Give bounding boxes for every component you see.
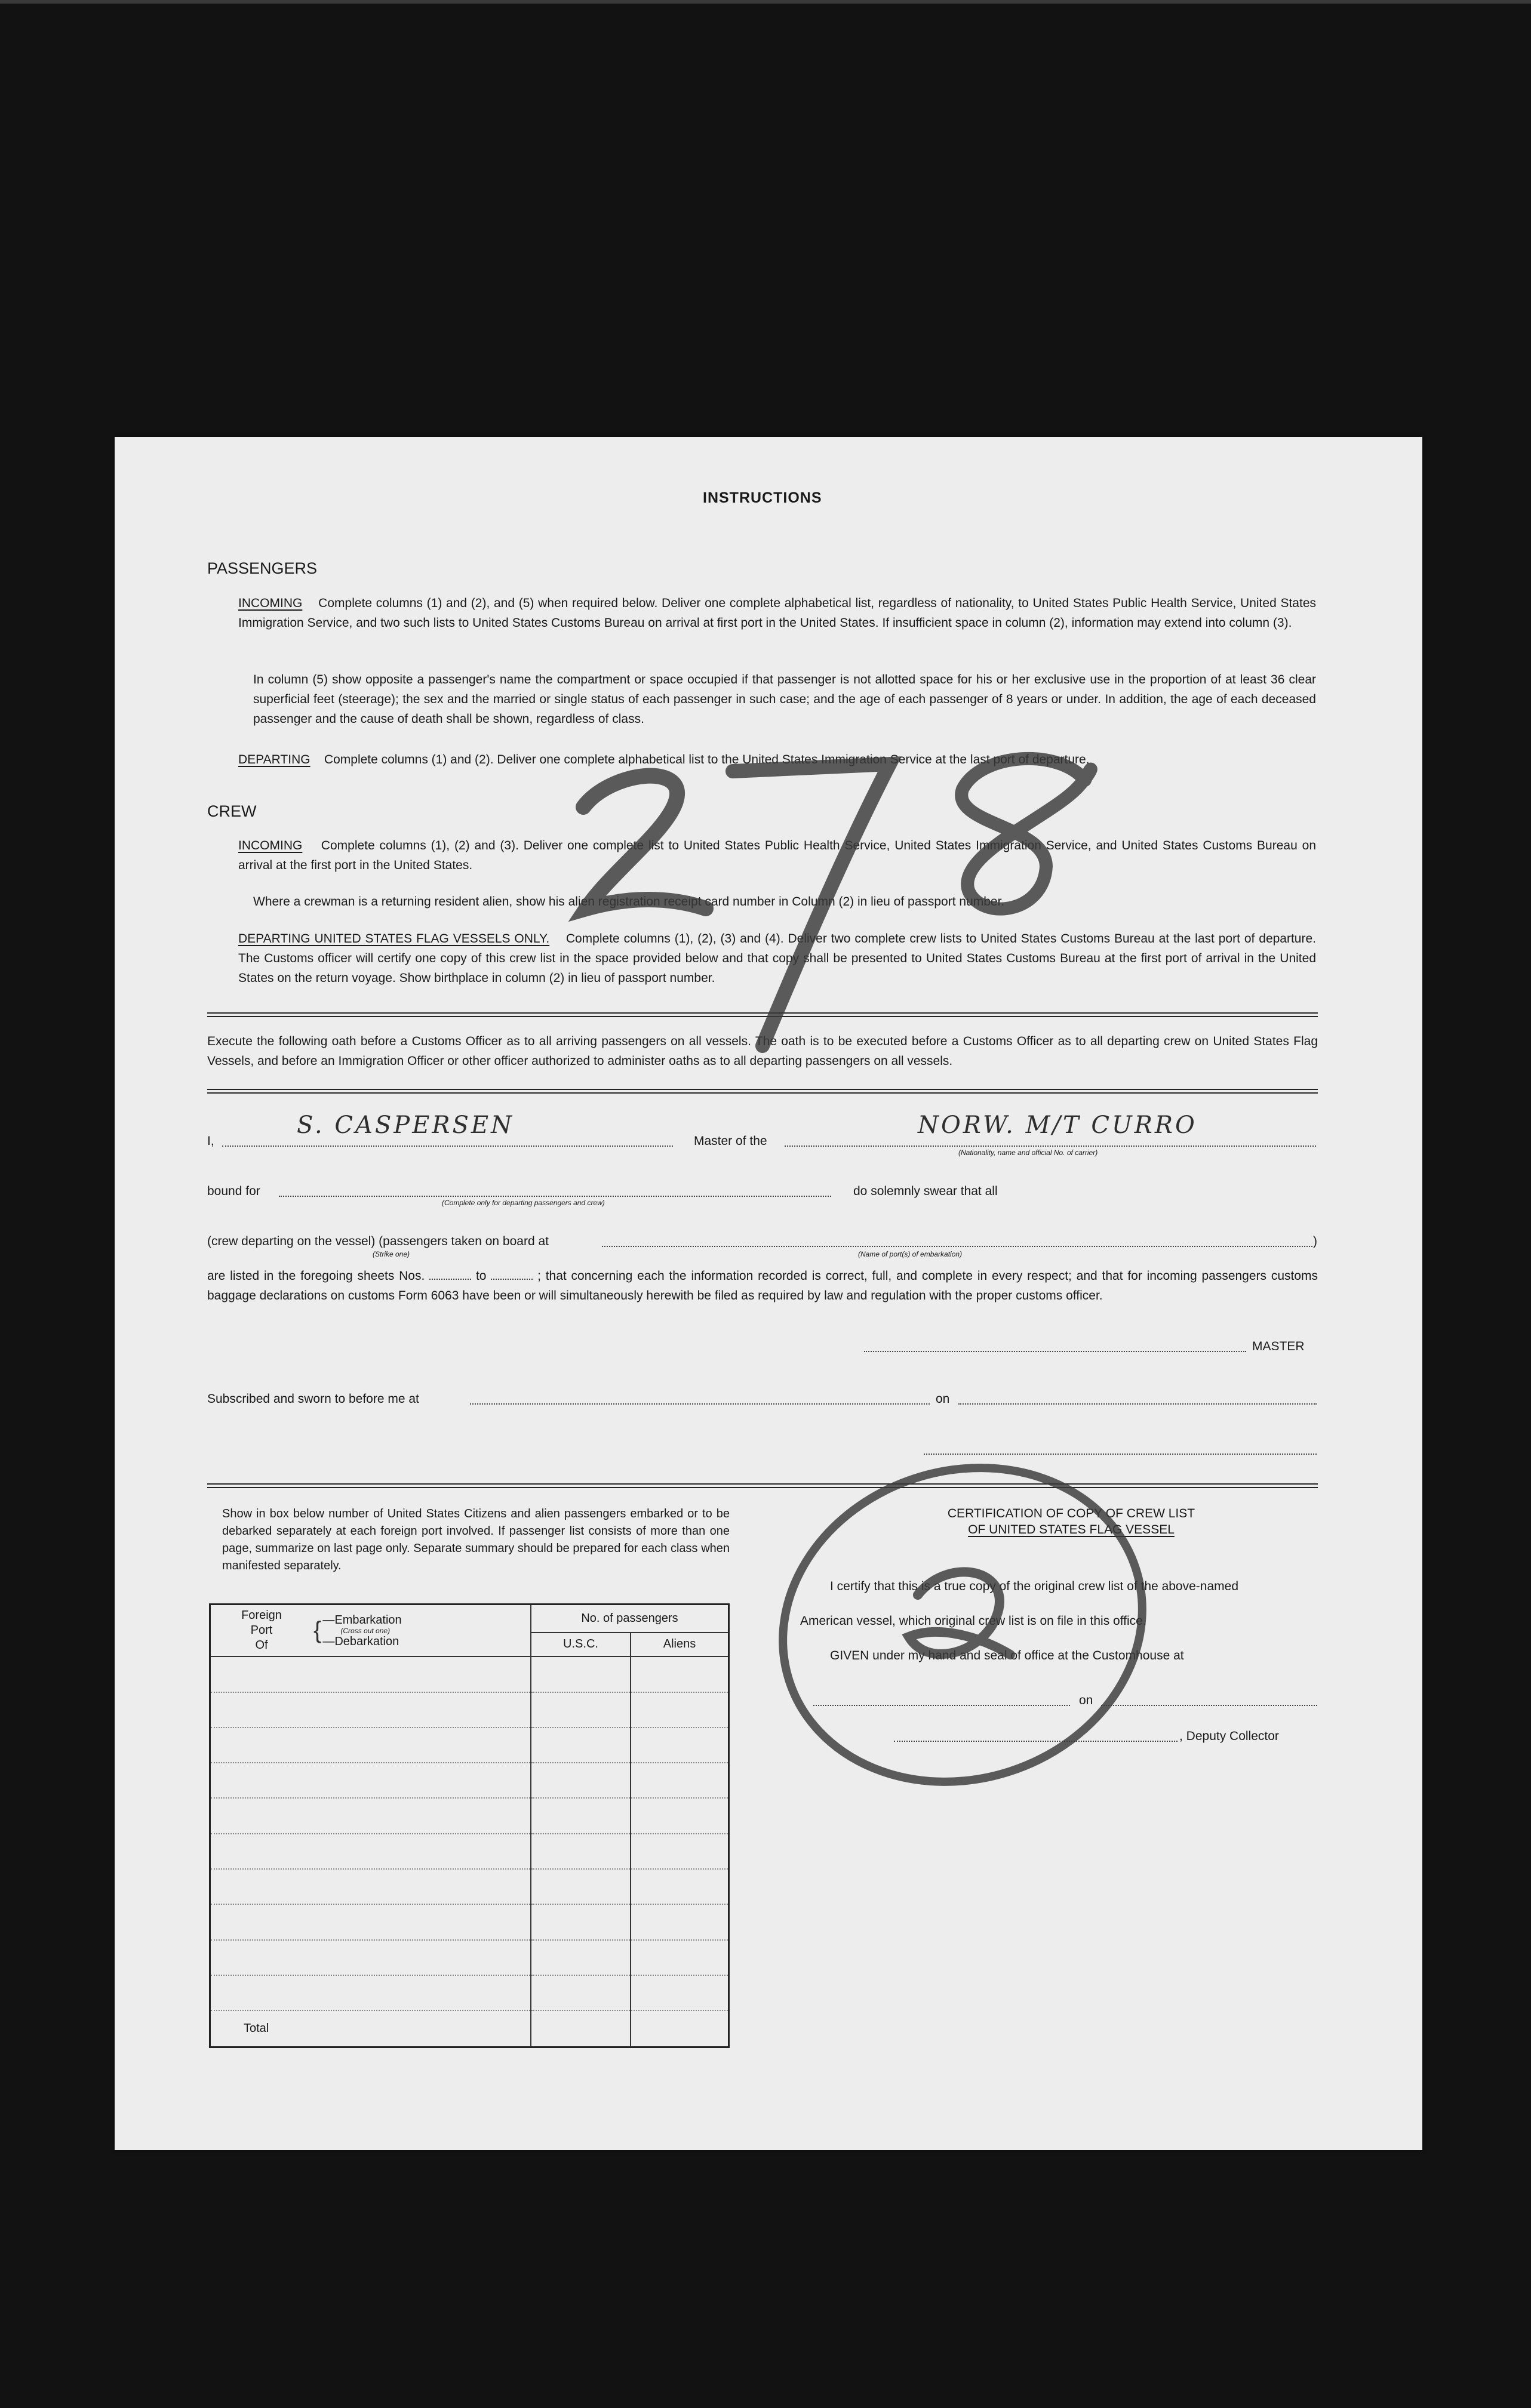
usc-header: U.S.C. xyxy=(531,1633,631,1657)
vessel-handwritten: NORW. M/T CURRO xyxy=(918,1111,1197,1139)
pencil-marks xyxy=(115,437,1422,2150)
foreign-label: Foreign xyxy=(241,1609,282,1622)
certify-line-1: I certify that this is a true copy of the original crew list of the above-named xyxy=(830,1579,1238,1593)
cross-out-caption: (Cross out one) xyxy=(340,1626,391,1635)
passengers-incoming-label: INCOMING xyxy=(238,596,303,610)
deputy-collector-label: , Deputy Collector xyxy=(1179,1729,1279,1743)
master-label: MASTER xyxy=(1252,1340,1305,1353)
crew-departing-label: DEPARTING UNITED STATES FLAG VESSELS ONLY. xyxy=(238,932,550,946)
passengers-incoming-text: Complete columns (1) and (2), and (5) when required below. Deliver one complete alphabetical list, regardless of nationality, to United States Public Health Service, United States Immigration Service, and two such lists to United States Customs Bureau on arrival at first port in the United States. If insufficient space in column (2), information may extend into column (3). xyxy=(238,596,1316,630)
summary-instructions: Show in box below number of United States Citizens and alien passengers embarked or to be debarked separately at each foreign port involved. If passenger list consists of more than one page, summarize on last page only. Separate summary should be prepared for each class when manifested separately. xyxy=(222,1507,730,1572)
ports-caption: (Name of port(s) of embarkation) xyxy=(858,1250,963,1258)
film-edge xyxy=(0,0,1531,4)
vessel-caption: (Nationality, name and official No. of carrier) xyxy=(958,1148,1098,1157)
handwritten-digit-8 xyxy=(961,759,1091,909)
crew-resident-paragraph: Where a crewman is a returning resident alien, show his alien registration receipt card number in Column (2) in lieu of passport number. xyxy=(253,895,1005,909)
certification-title-line-2: OF UNITED STATES FLAG VESSEL xyxy=(968,1523,1175,1536)
aliens-header: Aliens xyxy=(631,1633,729,1657)
handwritten-digit-7 xyxy=(733,764,890,1046)
subscribed-label: Subscribed and sworn to before me at xyxy=(207,1392,419,1406)
form-page xyxy=(115,437,1422,2150)
crew-heading: CREW xyxy=(207,802,257,820)
close-paren: ) xyxy=(1313,1234,1317,1248)
crew-incoming-label: INCOMING xyxy=(238,839,303,852)
passengers-departing-label: DEPARTING xyxy=(238,753,310,766)
subscribed-on-label: on xyxy=(936,1392,950,1406)
no-passengers-header: No. of passengers xyxy=(531,1605,729,1633)
to-text: to xyxy=(475,1269,487,1283)
oath-instructions: Execute the following oath before a Customs Officer as to all arriving passengers on all vessels. The oath is to be executed before a Customs Officer as to all departing crew on United States Flag Vessels, and before an Immigration Officer or other officer authorized to administer oaths as to all departing passengers on all vessels. xyxy=(207,1034,1318,1068)
brace-icon: { xyxy=(313,1617,322,1644)
passengers-heading: PASSENGERS xyxy=(207,559,318,577)
given-line: GIVEN under my hand and seal of office at the Customhouse at xyxy=(830,1649,1184,1662)
handwritten-digit-2 xyxy=(583,776,706,909)
debarkation-option[interactable]: —Debarkation xyxy=(322,1634,399,1648)
passengers-departing-text: Complete columns (1) and (2). Deliver one complete alphabetical list to the United States Immigration Service at the last port of departure. xyxy=(324,753,1090,766)
certify-line-2: American vessel, which original crew list is on file in this office. xyxy=(800,1614,1146,1628)
bound-for-caption: (Complete only for departing passengers and crew) xyxy=(442,1199,605,1207)
embarkation-option[interactable]: —Embarkation xyxy=(322,1613,402,1627)
total-label: Total xyxy=(244,2022,269,2036)
circled-digit xyxy=(909,1572,1010,1655)
port-label: Port xyxy=(250,1624,273,1637)
master-of-label: Master of the xyxy=(694,1134,767,1148)
crew-departing-text: Complete columns (1), (2), (3) and (4). Deliver two complete crew lists to United States Customs Bureau at the last port of departure. The Customs officer will certify one copy of this crew list in the space provided below and that copy shall be presented to United States Customs Bureau at the first port of arrival in the United States on the return voyage. Show birthplace in column (2) in lieu of passport number. xyxy=(238,932,1316,985)
oath-i-label: I, xyxy=(207,1134,214,1148)
bound-for-label: bound for xyxy=(207,1184,260,1198)
crew-incoming-text: Complete columns (1), (2) and (3). Deliver one complete list to United States Public Health Service, United States Immigration Service, and United States Customs Bureau on arrival at the first port in the United States. xyxy=(238,839,1316,872)
crew-passengers-text: (crew departing on the vessel) (passengers taken on board at xyxy=(207,1234,549,1248)
swear-text: do solemnly swear that all xyxy=(853,1184,998,1198)
strike-caption: (Strike one) xyxy=(373,1250,410,1258)
certification-on-label: on xyxy=(1079,1693,1093,1707)
page-title: INSTRUCTIONS xyxy=(703,489,822,506)
listed-text-2: ; that concerning each the information recorded is correct, full, and complete in every respect; and that for incoming passengers customs baggage declarations on customs Form 6063 have been or will simultaneously herewith be filed as required by law and regulation with the proper customs officer. xyxy=(207,1269,1318,1302)
passengers-column5-paragraph: In column (5) show opposite a passenger's name the compartment or space occupied if that passenger is not allotted space for his or her exclusive use in the proportion of at least 36 clear superficial feet (steerage); the sex and the married or single status of each passenger in such case; and the age of each passenger of 8 years or under. In addition, the age of each deceased passenger and the cause of death shall be shown, regardless of class. xyxy=(253,673,1316,726)
certification-title-line-1: CERTIFICATION OF COPY OF CREW LIST xyxy=(947,1507,1195,1520)
listed-text-1: are listed in the foregoing sheets Nos. xyxy=(207,1269,425,1283)
master-name-handwritten: S. CASPERSEN xyxy=(297,1111,515,1139)
circled-oval xyxy=(742,1422,1183,1827)
of-label: Of xyxy=(255,1639,268,1652)
